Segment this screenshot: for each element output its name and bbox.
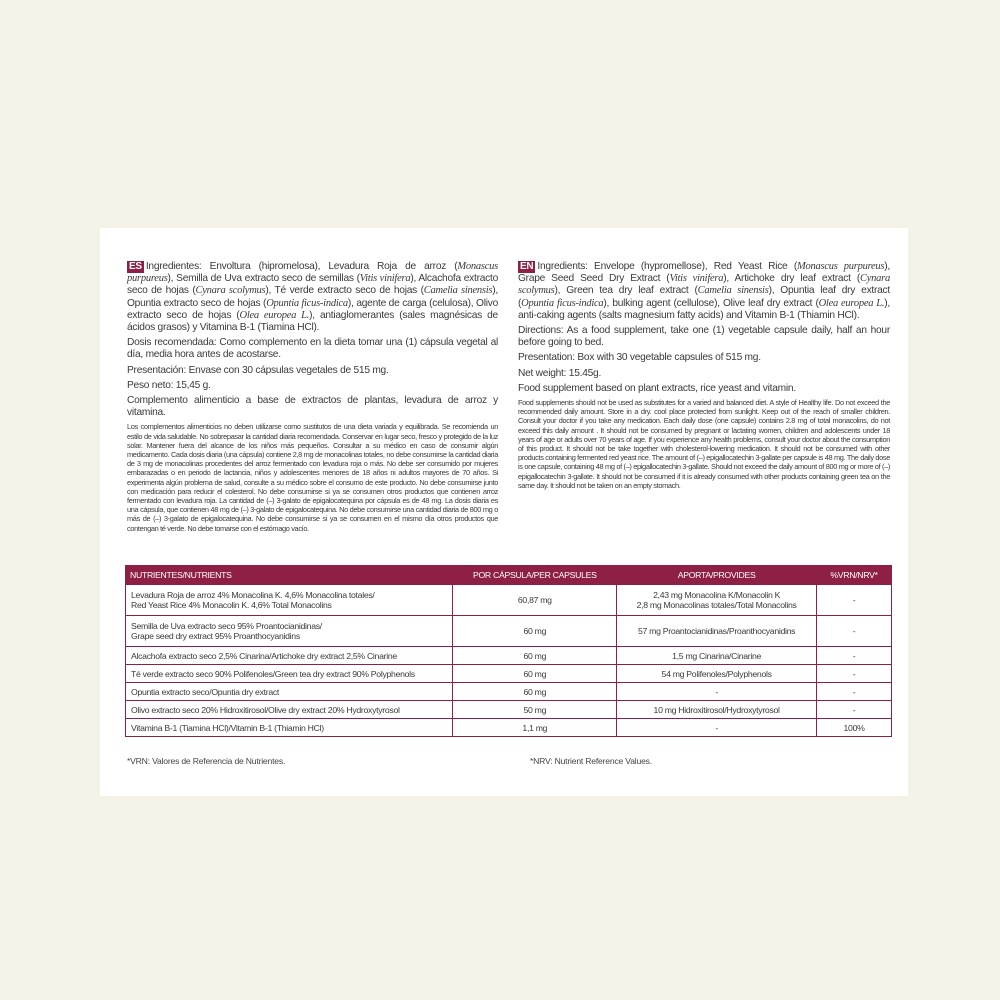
spanish-column bbox=[127, 261, 498, 533]
es-ingredients: ES Ingredientes: Envoltura (hipromelosa), Levadura Roja de arroz (Monascus purpureus), Semilla de Uva extracto seco de semillas (Vitis vinifera), Alcachofa extracto seco de hojas (Cynara scolymus), Té verde extracto seco de hojas (Camelia sinensis), Opuntia extracto seco de hojas (Opuntia ficus-indica), agente de carga (celulosa), Olivo extracto seco de hojas (Olea europea L.), antiaglomerantes (sales magnésicas de ácidos grasos) y Vitamina B-1 (Tiamina HCl). bbox=[127, 261, 499, 334]
table-row bbox=[126, 616, 892, 647]
per-capsule-cell: 60 mg bbox=[453, 683, 617, 701]
header-per-capsule: POR CÁPSULA/PER CAPSULES bbox=[453, 566, 617, 585]
vrn-footnote: *VRN: Valores de Referencia de Nutrientes. bbox=[127, 756, 286, 766]
nrv-cell: - bbox=[817, 616, 892, 647]
provides-cell: 54 mg Polifenoles/Polyphenols bbox=[617, 665, 817, 683]
per-capsule-cell: 60 mg bbox=[453, 665, 617, 683]
table-header-row bbox=[126, 566, 892, 585]
nutrient-cell: Levadura Roja de arroz 4% Monacolina K. 4,6% Monacolina totales/ Red Yeast Rice 4% Monacolin K. 4,6% Total Monacolins bbox=[126, 584, 453, 616]
nrv-cell: - bbox=[817, 647, 892, 665]
header-nrv: %VRN/NRV* bbox=[817, 566, 892, 585]
nutrient-cell: Alcachofa extracto seco 2,5% Cinarina/Artichoke dry extract 2,5% Cinarine bbox=[126, 647, 453, 665]
per-capsule-cell: 50 mg bbox=[453, 701, 617, 719]
en-net-weight: Net weight: 15.45g. bbox=[518, 367, 602, 379]
provides-cell: 10 mg Hidroxitirosol/Hydroxytyrosol bbox=[617, 701, 817, 719]
nutrient-cell: Opuntia extracto seco/Opuntia dry extract bbox=[126, 683, 453, 701]
nrv-footnote: *NRV: Nutrient Reference Values. bbox=[530, 756, 652, 766]
provides-cell: 1,5 mg Cinarina/Cinarine bbox=[617, 647, 817, 665]
table-row bbox=[126, 665, 892, 683]
per-capsule-cell: 60,87 mg bbox=[453, 584, 617, 616]
en-directions: Directions: As a food supplement, take one (1) vegetable capsule daily, half an hour before going to bed. bbox=[518, 325, 890, 349]
nrv-cell: - bbox=[817, 665, 892, 683]
table-row bbox=[126, 701, 892, 719]
provides-cell: 2,43 mg Monacolina K/Monacolin K 2,8 mg Monacolinas totales/Total Monacolins bbox=[617, 584, 817, 616]
es-dosage: Dosis recomendada: Como complemento en la dieta tomar una (1) cápsula vegetal al día, media hora antes de acostarse. bbox=[127, 337, 498, 361]
nutrient-cell: Olivo extracto seco 20% Hidroxitirosol/Olive dry extract 20% Hydroxytyrosol bbox=[126, 701, 453, 719]
nutrient-cell: Té verde extracto seco 90% Polifenoles/Green tea dry extract 90% Polyphenols bbox=[126, 665, 453, 683]
en-warnings: Food supplements should not be used as substitutes for a varied and balanced diet. A style of Healthy life. Do not exceed the recommended daily amount. Store in a dry. cool place protected from sunlight. Keep out of the reach of smaller children. Consult your doctor if you take any medication. Each daily dose (one capsule) contains 2.8 mg of total monacolins, do not exceed this daily amount . It should not be consumed by pregnant or lactating women, children and adolescents under 18 years of age or adults over 70 years of age. If you experience any health problems, consult your doctor about the consumption of this product. It should not be take together with cholesterol-lowering medication. It should not be consumed with other products containing fermented red yeast rice. The amount of (–) epigallocatechin 3-gallate per capsule is 48 mg. The daily dose is one capsule, containing 48 mg of (–) epigallocatechin 3-gallate. Should not exceed the daily amount of 800 mg or more of (–) epigallocatechin 3-gallate. It should not be consumed if it is already consumed with other products containing green tea on the same day. It should not be taken on an empty stomach. bbox=[518, 398, 890, 490]
english-column bbox=[518, 261, 890, 490]
es-net-weight: Peso neto: 15,45 g. bbox=[127, 379, 211, 391]
nrv-cell: 100% bbox=[817, 719, 892, 737]
es-supplement-description: Complemento alimenticio a base de extractos de plantas, levadura de arroz y vitamina. bbox=[127, 395, 498, 419]
header-nutrients: NUTRIENTES/NUTRIENTS bbox=[126, 566, 453, 585]
en-supplement-description: Food supplement based on plant extracts, rice yeast and vitamin. bbox=[518, 382, 796, 394]
table-row bbox=[126, 683, 892, 701]
en-presentation: Presentation: Box with 30 vegetable capsules of 515 mg. bbox=[518, 352, 761, 364]
header-provides: APORTA/PROVIDES bbox=[617, 566, 817, 585]
table-row bbox=[126, 647, 892, 665]
nrv-cell: - bbox=[817, 701, 892, 719]
table-row bbox=[126, 584, 892, 616]
per-capsule-cell: 60 mg bbox=[453, 647, 617, 665]
per-capsule-cell: 60 mg bbox=[453, 616, 617, 647]
nutrient-cell: Semilla de Uva extracto seco 95% Proantocianidinas/ Grape seed dry extract 95% Proanthocyanidins bbox=[126, 616, 453, 647]
es-badge: ES bbox=[129, 261, 142, 272]
nrv-cell: - bbox=[817, 683, 892, 701]
provides-cell: - bbox=[617, 683, 817, 701]
en-badge: EN bbox=[520, 261, 534, 272]
nutrition-table bbox=[125, 565, 892, 737]
es-warnings: Los complementos alimenticios no deben utilizarse como sustitutos de una dieta variada y equilibrada. Se recomienda un estilo de vida saludable. No sobrepasar la cantidad diaria recomendada. Conservar en lugar seco, fresco y protegido de la luz solar. Mantener fuera del alcance de los niños más pequeños. Consultar a su médico en caso de consumir algún medicamento. Cada dosis diaria (una cápsula) contiene 2,8 mg de monacolinas totales, no debe consumirse la cantidad diaria de 3 mg de monacolinas procedentes del arroz fermentado con levadura roja o más. No debe ser consumido por mujeres embarazadas o en periodo de lactancia, niños y adolescentes menores de 18 años ni adultos mayores de 70 años. Si experimenta algún problema de salud, consulte a su médico sobre el consumo de este producto. No debe consumirse junto con medicación para reducir el colesterol. No debe consumirse si ya se consumen otros productos que contienen arroz fermentado con levadura roja. La cantidad de (–) 3-galato de epigalocatequina por cápsula es de 48 mg. La dosis diaria es una cápsula, que contienen 48 mg de (–) 3-galato de epigalocatequina. No debe consumirse una cantidad diaria de 800 mg o más de (–) 3-galato de epigalocatequina. No debe consumirse si ya se consumen en el mismo día otros productos que contengan té verde. No debe tomarse con el estómago vacío. bbox=[127, 422, 498, 533]
provides-cell: - bbox=[617, 719, 817, 737]
nrv-cell: - bbox=[817, 584, 892, 616]
per-capsule-cell: 1,1 mg bbox=[453, 719, 617, 737]
provides-cell: 57 mg Proantocianidinas/Proanthocyanidins bbox=[617, 616, 817, 647]
table-row bbox=[126, 719, 892, 737]
en-ingredients: EN Ingredients: Envelope (hypromellose), Red Yeast Rice (Monascus purpureus), Grape Seed Seed Dry Extract (Vitis vinifera), Artichoke dry leaf extract (Cynara scolymus), Green tea dry leaf extract (Camelia sinensis), Opuntia leaf dry extract (Opuntia ficus-indica), bulking agent (cellulose), Olive leaf dry extract (Olea europea L.), anti-caking agents (salts magnesium fatty acids) and Vitamin B-1 (Thiamin HCl). bbox=[518, 261, 890, 321]
supplement-label bbox=[100, 228, 908, 796]
nutrient-cell: Vitamina B-1 (Tiamina HCl)/Vitamin B-1 (Thiamin HCl) bbox=[126, 719, 453, 737]
es-presentation: Presentación: Envase con 30 cápsulas vegetales de 515 mg. bbox=[127, 364, 389, 376]
